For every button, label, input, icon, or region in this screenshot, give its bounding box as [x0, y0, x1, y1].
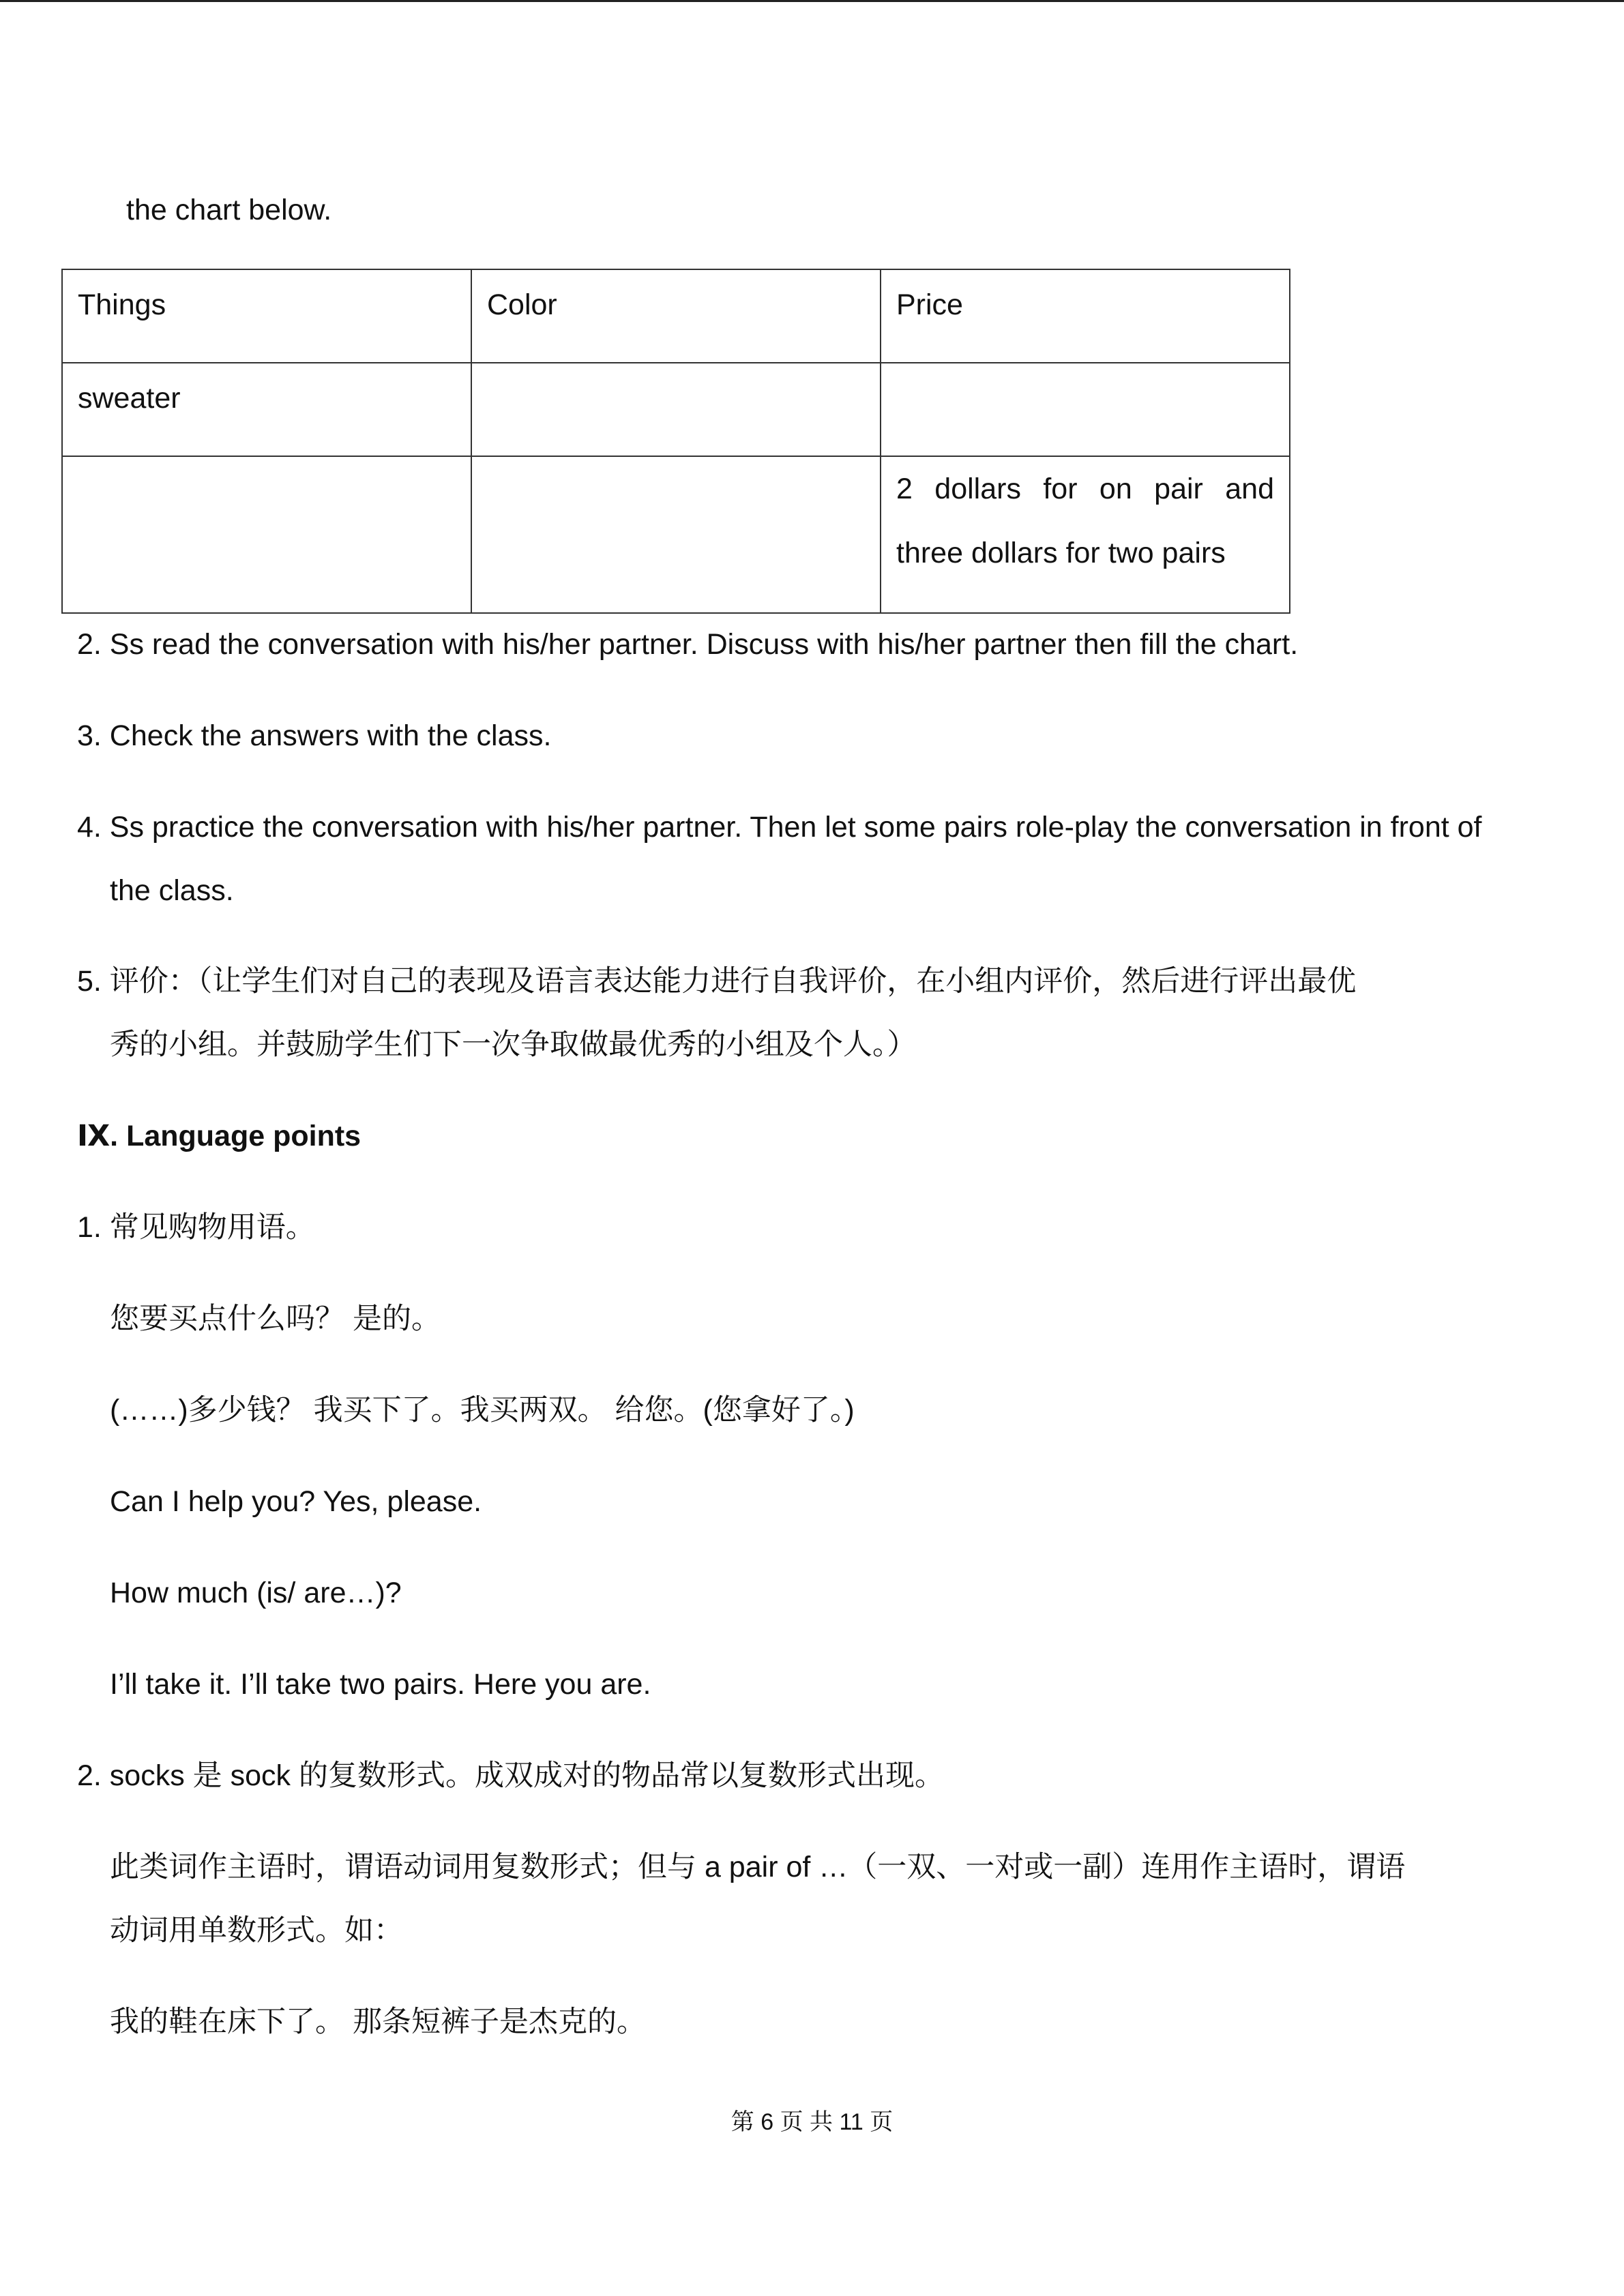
lp1-english-line1: Can I help you? Yes, please.	[110, 1485, 482, 1518]
lp2-line2: 动词用单数形式。如：	[110, 1914, 403, 1947]
lp1-english-line2: How much (is/ are…)?	[110, 1577, 402, 1609]
step-3: 3. Check the answers with the class.	[77, 719, 552, 752]
table-cell	[471, 363, 881, 456]
lp2-heading: 2. socks 是 sock 的复数形式。成双成对的物品常以复数形式出现。	[77, 1759, 944, 1792]
step-4-line1: 4. Ss practice the conversation with his/her partner. Then let some pairs role-play the conversation in front of	[77, 811, 1482, 844]
table-header-cell: Things	[62, 269, 471, 363]
page-top-border	[0, 0, 1624, 2]
table-cell	[471, 456, 881, 613]
step-5-line1: 5. 评价：（让学生们对自己的表现及语言表达能力进行自我评价，在小组内评价，然后进行评出最优	[77, 965, 1357, 998]
table-row	[62, 363, 1290, 456]
page-footer: 第 6 页 共 11 页	[730, 2109, 894, 2135]
intro-text: the chart below.	[126, 194, 332, 226]
lp1-english-line3: I’ll take it. I’ll take two pairs. Here you are.	[110, 1668, 651, 1701]
table-row	[62, 456, 1290, 613]
table-header-row	[62, 269, 1290, 363]
lp2-example: 我的鞋在床下了。 那条短裤子是杰克的。	[110, 2006, 646, 2038]
lp1-chinese-line2: (……)多少钱？ 我买下了。我买两双。 给您。(您拿好了。)	[110, 1394, 855, 1427]
table-header-cell: Color	[471, 269, 881, 363]
table-cell	[62, 456, 471, 613]
step-4-line2: the class.	[110, 874, 234, 907]
step-5-line2: 秀的小组。并鼓励学生们下一次争取做最优秀的小组及个人。）	[110, 1028, 917, 1061]
lp1-chinese-line1: 您要买点什么吗？ 是的。	[110, 1302, 441, 1335]
table-cell	[881, 363, 1290, 456]
step-2: 2. Ss read the conversation with his/her partner. Discuss with his/her partner then fill the chart.	[77, 628, 1299, 661]
chart-table	[61, 269, 1290, 614]
lp2-line1: 此类词作主语时，谓语动词用复数形式；但与 a pair of …（一双、一对或一副）连用作主语时，谓语	[110, 1851, 1406, 1883]
table-cell: sweater	[62, 363, 471, 456]
price-cell: 2 dollars for on pair and three dollars for two pairs	[881, 456, 1290, 613]
table-header-cell: Price	[881, 269, 1290, 363]
lp1-heading: 1. 常见购物用语。	[77, 1211, 315, 1244]
section-title: Ⅸ. Language points	[77, 1120, 361, 1152]
